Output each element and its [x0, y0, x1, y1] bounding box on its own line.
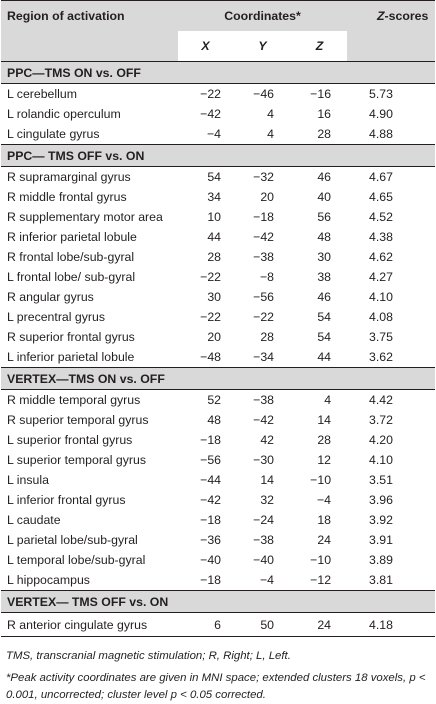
table-row: [1, 570, 435, 591]
z-cell: 46: [317, 170, 332, 184]
table-row: [1, 550, 435, 570]
zscore-cell: 3.92: [369, 513, 393, 527]
z-cell: 40: [317, 190, 332, 204]
table-row: [1, 430, 435, 450]
x-cell: 30: [207, 290, 221, 304]
z-cell: 24: [317, 533, 332, 547]
region-cell: L temporal lobe/sub-gyral: [7, 553, 146, 567]
region-cell: R superior frontal gyrus: [7, 330, 135, 344]
table-row: [1, 450, 435, 470]
region-cell: L superior temporal gyrus: [7, 453, 146, 467]
zscore-cell: 3.75: [369, 330, 393, 344]
zscore-cell: 4.67: [369, 170, 393, 184]
z-cell: −10: [310, 473, 332, 487]
y-cell: −32: [253, 170, 274, 184]
z-cell: 38: [317, 270, 332, 284]
x-cell: −40: [200, 553, 221, 567]
z-cell: 12: [317, 453, 332, 467]
table-row: [1, 104, 435, 124]
zscore-cell: 4.65: [369, 190, 393, 204]
region-cell: R middle temporal gyrus: [7, 393, 141, 407]
zscore-cell: 4.42: [369, 393, 393, 407]
y-cell: −34: [253, 350, 274, 364]
y-cell: −46: [253, 87, 274, 101]
z-cell: −16: [310, 87, 332, 101]
y-cell: 42: [260, 433, 274, 447]
y-cell: −22: [253, 310, 274, 324]
zscore-cell: 4.62: [369, 250, 393, 264]
region-cell: L hippocampus: [7, 573, 90, 587]
section-header-row: [1, 368, 435, 390]
x-cell: 48: [207, 413, 221, 427]
y-cell: 28: [260, 330, 274, 344]
x-cell: 54: [207, 170, 221, 184]
zscore-cell: 5.73: [369, 87, 393, 101]
zscore-cell: 3.81: [369, 573, 393, 587]
section-title: VERTEX—TMS ON vs. OFF: [1, 368, 435, 390]
zscore-cell: 3.91: [369, 533, 393, 547]
region-cell: R frontal lobe/sub-gyral: [7, 250, 135, 264]
table-footnotes: [1, 637, 435, 704]
table-row: [1, 613, 435, 637]
table-row: [1, 307, 435, 327]
y-cell: 14: [260, 473, 274, 487]
region-cell: L inferior parietal lobule: [7, 350, 135, 364]
z-cell: 24: [292, 613, 347, 637]
z-cell: 48: [317, 230, 332, 244]
y-cell: −30: [253, 453, 274, 467]
region-cell: L inferior frontal gyrus: [7, 493, 126, 507]
x-cell: −22: [200, 310, 221, 324]
x-cell: −56: [200, 453, 221, 467]
region-cell: L cerebellum: [7, 87, 77, 101]
header-blank-score: [347, 31, 435, 62]
region-cell: L precentral gyrus: [7, 310, 105, 324]
y-cell: −4: [259, 573, 274, 587]
z-cell: 4: [324, 393, 332, 407]
x-cell: 28: [207, 250, 221, 264]
table-row: [1, 247, 435, 267]
table-row: [1, 530, 435, 550]
region-cell: R middle frontal gyrus: [7, 190, 127, 204]
region-cell: L caudate: [7, 513, 61, 527]
y-cell: −18: [253, 210, 274, 224]
x-cell: −36: [200, 533, 221, 547]
table-row: [1, 490, 435, 510]
z-cell: 54: [317, 330, 332, 344]
zscore-cell: 3.72: [369, 413, 393, 427]
zscore-cell: 4.27: [369, 270, 393, 284]
y-cell: −42: [253, 230, 274, 244]
y-cell: 20: [260, 190, 274, 204]
x-cell: 6: [178, 613, 233, 637]
zscore-cell: 3.62: [369, 350, 393, 364]
z-cell: 28: [317, 127, 332, 141]
z-cell: −4: [317, 493, 332, 507]
header-zscores: Z-scores: [347, 1, 435, 32]
z-cell: 28: [317, 433, 332, 447]
y-cell: −38: [253, 533, 274, 547]
z-cell: 30: [317, 250, 332, 264]
table-row: [1, 167, 435, 188]
x-cell: −48: [200, 350, 221, 364]
table-row: [1, 287, 435, 307]
zscore-cell: 4.08: [369, 310, 393, 324]
table-header: [1, 1, 435, 62]
zscore-cell: 4.88: [369, 127, 393, 141]
x-cell: −22: [200, 87, 221, 101]
z-cell: 14: [317, 413, 332, 427]
table-row: [1, 227, 435, 247]
x-cell: 44: [207, 230, 221, 244]
table-row: [1, 267, 435, 287]
zscore-cell: 4.10: [369, 453, 393, 467]
region-cell: R inferior parietal lobule: [7, 230, 137, 244]
y-cell: −8: [259, 270, 274, 284]
header-coordinates: Coordinates*: [178, 1, 347, 32]
table-row: [1, 187, 435, 207]
x-cell: 20: [207, 330, 221, 344]
zscore-cell: 4.90: [369, 107, 393, 121]
y-cell: −38: [253, 393, 274, 407]
section-header-row: [1, 62, 435, 84]
table-row: [1, 390, 435, 411]
region-cell: L rolandic operculum: [7, 107, 121, 121]
region-cell: L superior frontal gyrus: [7, 433, 133, 447]
x-cell: 34: [207, 190, 221, 204]
footnote-abbreviations: TMS, transcranial magnetic stimulation; R, Right; L, Left.: [6, 650, 291, 662]
z-cell: −12: [310, 573, 332, 587]
header-z: Z: [292, 31, 347, 62]
zscore-cell: 4.38: [369, 230, 393, 244]
y-cell: 4: [267, 127, 274, 141]
table-row: [1, 410, 435, 430]
x-cell: −44: [200, 473, 221, 487]
region-cell: R superior temporal gyrus: [7, 413, 149, 427]
x-cell: −18: [200, 433, 221, 447]
table-row: [1, 470, 435, 490]
table-row: [1, 327, 435, 347]
x-cell: −4: [206, 127, 221, 141]
zscore-cell: 4.10: [369, 290, 393, 304]
x-cell: −22: [200, 270, 221, 284]
x-cell: 10: [207, 210, 221, 224]
header-region: Region of activation: [1, 1, 178, 32]
y-cell: 32: [260, 493, 274, 507]
z-cell: −10: [310, 553, 332, 567]
z-cell: 46: [317, 290, 332, 304]
region-cell: R supramarginal gyrus: [7, 170, 131, 184]
zscore-cell: 3.89: [369, 553, 393, 567]
z-cell: 56: [317, 210, 332, 224]
y-cell: 50: [233, 613, 292, 637]
x-cell: −18: [200, 513, 221, 527]
z-cell: 16: [317, 107, 332, 121]
region-cell: R supplementary motor area: [7, 210, 163, 224]
header-y: Y: [233, 31, 292, 62]
region-cell: L cingulate gyrus: [7, 127, 100, 141]
region-cell: L parietal lobe/sub-gyral: [7, 533, 138, 547]
region-cell: R anterior cingulate gyrus: [1, 613, 178, 637]
y-cell: −40: [253, 553, 274, 567]
section-header-row: [1, 591, 435, 613]
z-cell: 18: [317, 513, 332, 527]
zscore-cell: 3.51: [369, 473, 393, 487]
header-x: X: [178, 31, 233, 62]
y-cell: −24: [253, 513, 274, 527]
section-title: PPC—TMS ON vs. OFF: [1, 62, 435, 84]
zscore-cell: 4.20: [369, 433, 393, 447]
section-title: PPC— TMS OFF vs. ON: [1, 145, 435, 167]
x-cell: 52: [207, 393, 221, 407]
y-cell: −38: [253, 250, 274, 264]
y-cell: 4: [267, 107, 274, 121]
table-body: [1, 62, 435, 637]
table-row: [1, 124, 435, 145]
region-cell: L frontal lobe/ sub-gyral: [7, 270, 136, 284]
section-title: VERTEX— TMS OFF vs. ON: [1, 591, 435, 613]
region-cell: R angular gyrus: [7, 290, 94, 304]
region-cell: L insula: [7, 473, 49, 487]
zscore-cell: 4.18: [347, 613, 435, 637]
footnote-coordinates: *Peak activity coordinates are given in MNI space; extended clusters 18 voxels, p < 0.001, uncorrected; cluster level p < 0.05 corrected.: [6, 672, 426, 701]
header-blank-region: [1, 31, 178, 62]
x-cell: −42: [200, 107, 221, 121]
zscore-cell: 3.96: [369, 493, 393, 507]
zscore-cell: 4.52: [369, 210, 393, 224]
y-cell: −56: [253, 290, 274, 304]
activation-table: [1, 0, 435, 637]
table-row: [1, 510, 435, 530]
table-row: [1, 347, 435, 368]
y-cell: −42: [253, 413, 274, 427]
table-row: [1, 84, 435, 105]
x-cell: −42: [200, 493, 221, 507]
z-cell: 44: [317, 350, 332, 364]
x-cell: −18: [200, 573, 221, 587]
z-cell: 54: [317, 310, 332, 324]
section-header-row: [1, 145, 435, 167]
table-row: [1, 207, 435, 227]
